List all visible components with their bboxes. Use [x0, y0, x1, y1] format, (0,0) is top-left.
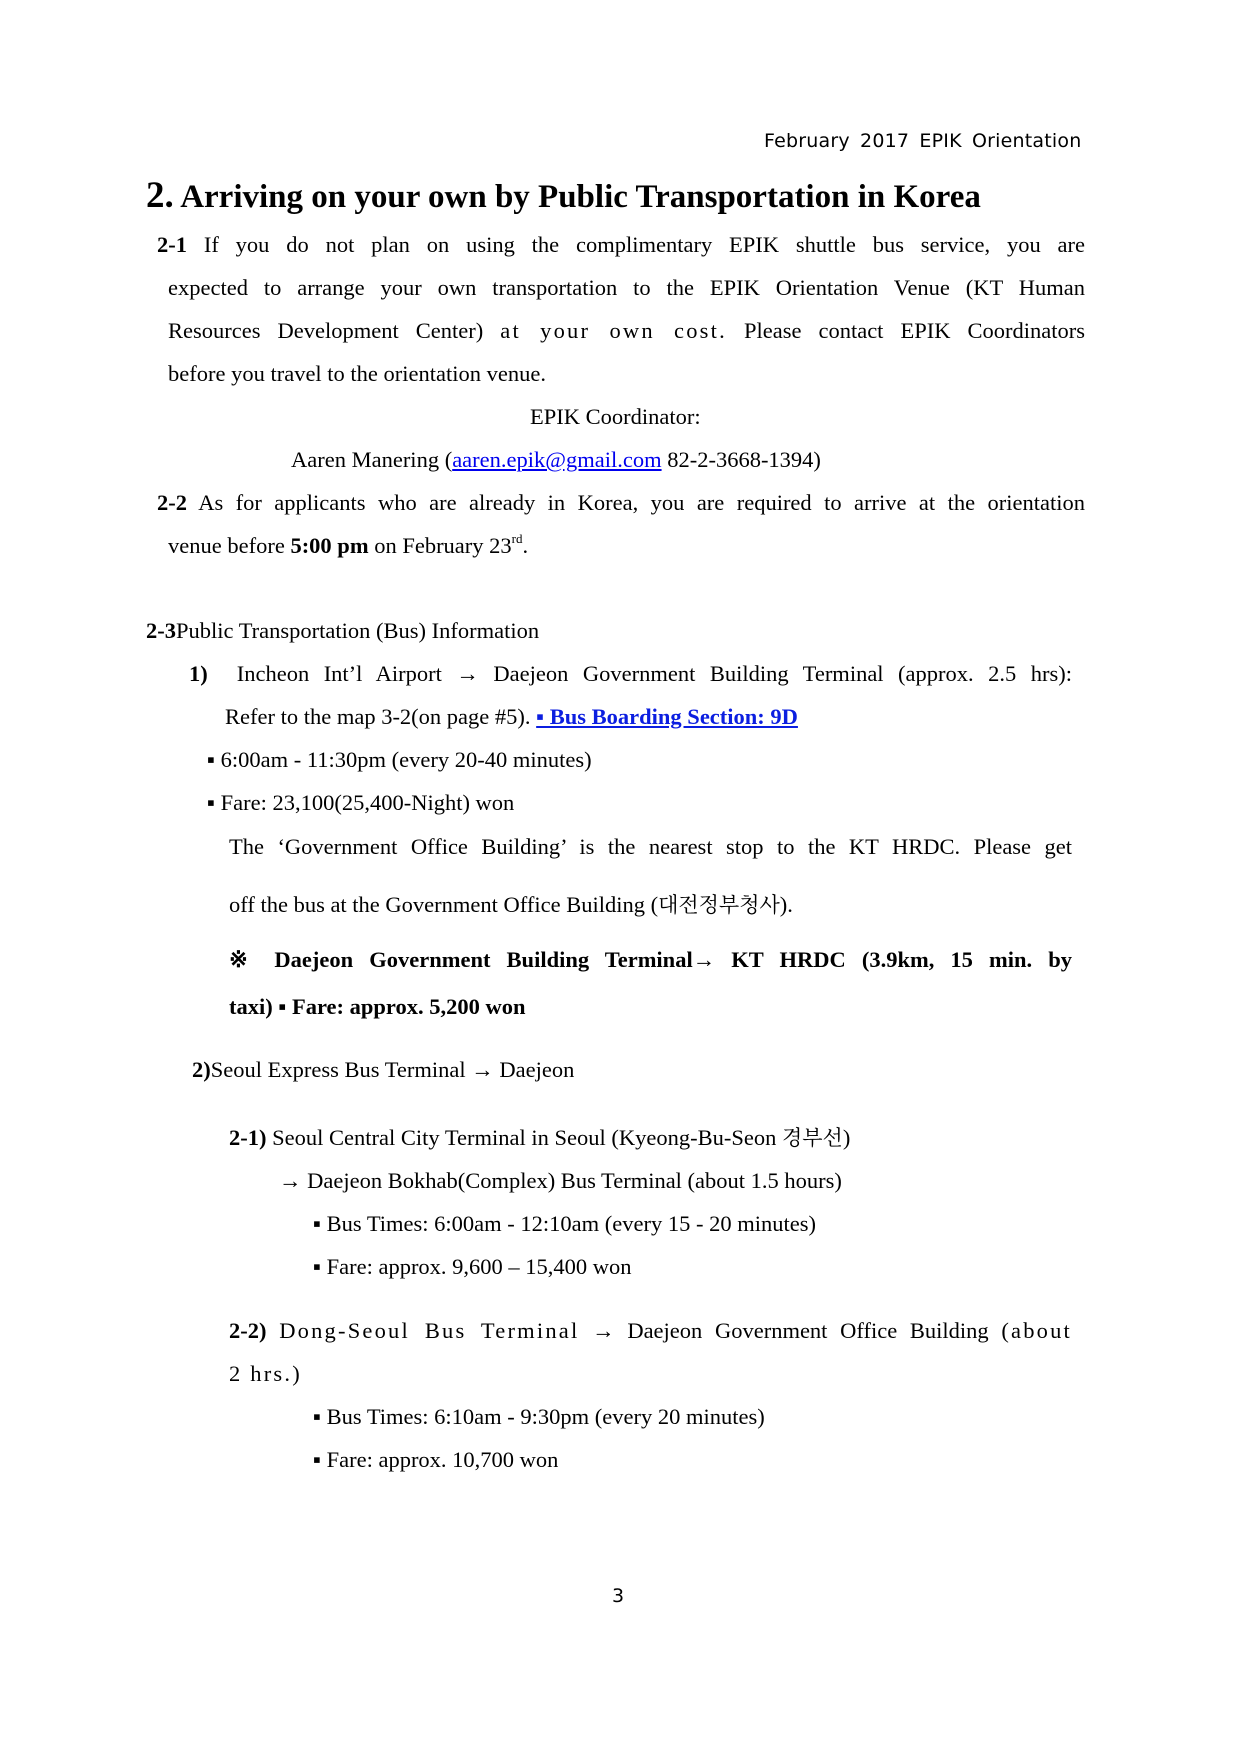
para-2-1-line1 [157, 232, 1085, 258]
para-2-3-heading [146, 618, 539, 644]
para-2-1-line2: expected to arrange your own transportation to the EPIK Orientation Venue (KT Human [168, 275, 1085, 300]
route-2-1-line2: → Daejeon Bokhab(Complex) Bus Terminal (about 1.5 hours) [279, 1168, 842, 1193]
para-2-3-label: 2-3 [146, 618, 176, 643]
route-1-number: 1) [189, 661, 208, 686]
coordinator-contact [291, 447, 821, 473]
route-2-1-times: ▪ Bus Times: 6:00am - 12:10am (every 15 - 20 minutes) [313, 1211, 816, 1236]
para-2-2-line1 [157, 490, 1085, 516]
route-2-number: 2) [192, 1057, 211, 1082]
route-1-fare: ▪ Fare: 23,100(25,400-Night) won [207, 790, 515, 815]
route-2-heading [192, 1057, 574, 1083]
text: ). [779, 892, 793, 917]
route-1-line2 [225, 704, 798, 730]
bus-boarding-link[interactable]: ▪ Bus Boarding Section: 9D [536, 704, 798, 729]
para-2-1-line3 [168, 318, 1085, 344]
running-header: February 2017 EPIK Orientation [764, 130, 1082, 152]
para-2-2-line2 [168, 533, 528, 559]
page-number: 3 [612, 1585, 625, 1607]
text: ) [842, 1125, 851, 1150]
text: off the bus at the Government Office Building ( [229, 892, 659, 917]
route-2-2-line2: 2 hrs.) [229, 1361, 302, 1386]
coordinator-email-link[interactable]: aaren.epik@gmail.com [452, 447, 662, 472]
coordinator-phone: 82-2-3668-1394) [661, 447, 821, 472]
route-1-taxi-line2: taxi) ▪ Fare: approx. 5,200 won [229, 994, 526, 1019]
route-2-1-label: 2-1) [229, 1125, 267, 1150]
para-2-2-text: As for applicants who are already in Korea, you are required to arrive at the orientation [198, 490, 1085, 515]
route-2-2-times: ▪ Bus Times: 6:10am - 9:30pm (every 20 minutes) [313, 1404, 765, 1429]
route-1-taxi-line1: ※ Daejeon Government Building Terminal→ KT HRDC (3.9km, 15 min. by [229, 947, 1072, 972]
route-2-1-fare: ▪ Fare: approx. 9,600 – 15,400 won [313, 1254, 632, 1279]
para-2-2-label: 2-2 [157, 490, 187, 515]
coordinator-heading: EPIK Coordinator: [530, 404, 701, 429]
text: on February 23 [368, 533, 512, 558]
para-2-1-line4: before you travel to the orientation venue. [168, 361, 546, 386]
text: → Daejeon Government Office Building [579, 1318, 1002, 1343]
ordinal-suffix: rd [511, 531, 523, 546]
text: Seoul Central City Terminal in Seoul (Kyeong-Bu-Seon [272, 1125, 782, 1150]
route-2-1-line1 [229, 1122, 850, 1152]
para-2-1-label: 2-1 [157, 232, 187, 257]
para-2-3-title: Public Transportation (Bus) Information [176, 618, 540, 643]
route-2-2-fare: ▪ Fare: approx. 10,700 won [313, 1447, 559, 1472]
text-spaced: Dong-Seoul Bus Terminal [279, 1318, 580, 1343]
coordinator-name: Aaren Manering ( [291, 447, 453, 472]
text: venue before [168, 533, 291, 558]
route-1-title: Incheon Int’l Airport → Daejeon Government Building Terminal (approx. 2.5 hrs): [236, 661, 1072, 686]
route-1-line1 [189, 661, 1072, 687]
route-1-map-ref: Refer to the map 3-2(on page #5). [225, 704, 537, 729]
route-1-note-line1: The ‘Government Office Building’ is the nearest stop to the KT HRDC. Please get [229, 834, 1072, 859]
korean-place-name: 대전정부청사 [658, 893, 780, 917]
korean-route-name: 경부선 [781, 1126, 843, 1150]
route-2-2-line1 [229, 1318, 1072, 1344]
text: Please contact EPIK Coordinators [743, 318, 1086, 343]
section-title [146, 174, 981, 217]
route-1-hours: ▪ 6:00am - 11:30pm (every 20-40 minutes) [207, 747, 592, 772]
arrival-time: 5:00 pm [290, 533, 369, 558]
text-spaced: at your own cost. [500, 318, 727, 343]
text: Resources Development Center) [168, 318, 484, 343]
text: . [522, 533, 529, 558]
para-2-1-text: If you do not plan on using the complimentary EPIK shuttle bus service, you are [203, 232, 1086, 257]
route-2-title: Seoul Express Bus Terminal → Daejeon [210, 1057, 575, 1082]
route-1-note-line2 [229, 889, 793, 919]
route-2-2-label: 2-2) [229, 1318, 267, 1343]
section-title-text: Arriving on your own by Public Transportation in Korea [180, 179, 981, 215]
text-spaced: (about [1001, 1318, 1073, 1343]
section-number: 2. [146, 175, 174, 216]
